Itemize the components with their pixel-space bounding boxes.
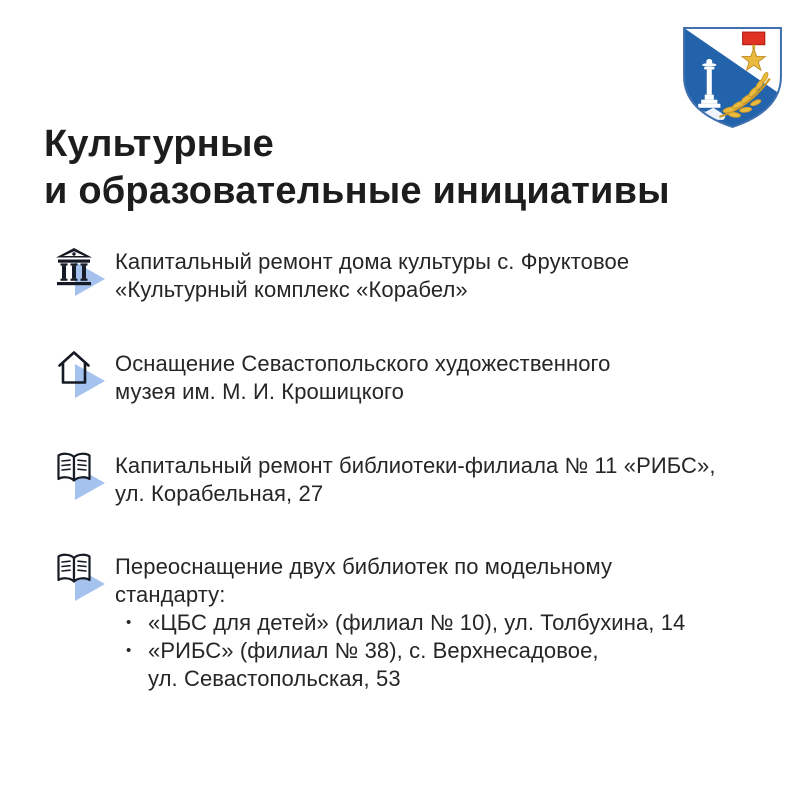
open-book-icon [55,450,107,502]
list-item-culture-house [55,246,629,304]
sub-bullet [115,637,685,693]
house-icon [55,348,107,400]
item-line: ул. Корабельная, 27 [115,481,324,506]
bullet-marker: • [126,642,132,659]
bullet-marker: • [126,614,132,631]
bullet-line: «ЦБС для детей» (филиал № 10), ул. Толбухина, 14 [148,610,686,635]
item-line: стандарту: [115,582,226,607]
item-text [115,551,685,693]
item-text [115,348,611,406]
sub-bullet-list [115,609,685,693]
bullet-line: «РИБС» (филиал № 38), с. Верхнесадовое, [148,638,599,663]
item-line: музея им. М. И. Крошицкого [115,379,405,404]
item-line: Оснащение Севастопольского художественного [115,351,611,376]
bullet-line: ул. Севастопольская, 53 [148,666,401,691]
list-item-art-museum [55,348,611,406]
list-item-libraries-model [55,551,685,693]
item-text [115,450,716,508]
page-title [44,121,670,215]
title-line-1: Культурные [44,123,274,165]
item-text [115,246,629,304]
list-item-library-repair [55,450,716,508]
sub-bullet [115,609,685,637]
open-book-icon [55,551,107,603]
item-line: «Культурный комплекс «Корабел» [115,277,468,302]
item-line: Капитальный ремонт дома культуры с. Фруктовое [115,249,630,274]
title-line-2: и образовательные инициативы [44,170,670,212]
sevastopol-coat-of-arms-icon [679,23,786,132]
item-line: Капитальный ремонт библиотеки-филиала № 11 «РИБС», [115,453,716,478]
museum-building-icon [55,246,107,298]
item-line: Переоснащение двух библиотек по модельному [115,554,613,579]
